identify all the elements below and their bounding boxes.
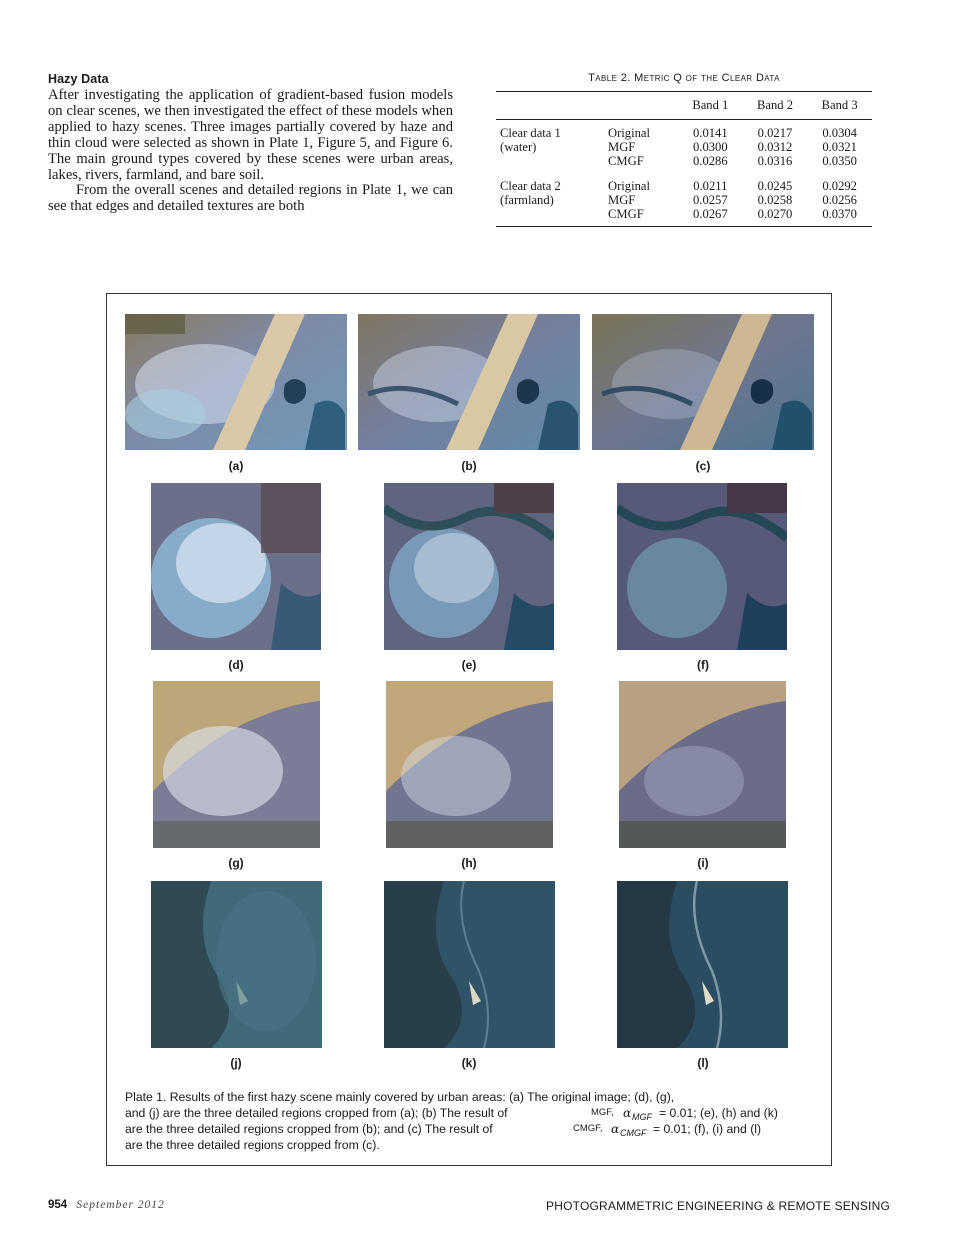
table-header-cell: Band 2 xyxy=(756,98,793,112)
value-cell: 0.0141 xyxy=(693,126,728,140)
alpha-symbol: α xyxy=(623,1106,632,1120)
satellite-image-f xyxy=(617,483,787,650)
caption-line xyxy=(125,1137,815,1153)
value-cell: 0.0256 xyxy=(822,192,857,207)
table-header-cell xyxy=(496,92,604,120)
value-cell: 0.0267 xyxy=(693,207,728,222)
scene-sublabel: (water) xyxy=(500,140,537,155)
plate-caption xyxy=(125,1089,815,1153)
satellite-image-b xyxy=(358,314,580,450)
caption-text: = 0.01; (f), (i) and (l) xyxy=(653,1122,762,1136)
figure-label: (e) xyxy=(461,658,477,672)
value-cell: 0.0258 xyxy=(757,192,793,207)
metric-table xyxy=(496,91,872,227)
method-cell: MGF xyxy=(608,140,636,155)
table-header-row xyxy=(496,92,872,120)
method-cell: CMGF xyxy=(608,154,644,169)
page-number: 954 xyxy=(48,1199,68,1211)
caption-text: are the three detailed regions cropped from (b); and (c) The result of xyxy=(125,1122,493,1136)
satellite-image-k xyxy=(384,881,555,1048)
caption-text: Plate 1. Results of the first hazy scene mainly covered by urban areas: (a) The original image; (d), (g), xyxy=(125,1090,675,1104)
scene-sublabel: (farmland) xyxy=(500,192,554,207)
method-cell: CMGF xyxy=(608,207,644,222)
scene-label: Clear data 1 xyxy=(500,126,561,140)
table-row xyxy=(496,169,872,193)
satellite-image-i xyxy=(619,681,786,848)
method-cell: MGF xyxy=(608,192,636,207)
issue-date: September 2012 xyxy=(76,1199,165,1211)
table-row xyxy=(496,154,872,168)
value-cell: 0.0304 xyxy=(822,126,857,140)
figure-label: (c) xyxy=(695,459,711,473)
alpha-subscript: CMGF xyxy=(620,1128,647,1138)
section-heading: Hazy Data xyxy=(48,72,109,86)
figure-label: (l) xyxy=(697,1056,709,1070)
value-cell: 0.0257 xyxy=(693,192,728,207)
value-cell: 0.0211 xyxy=(693,178,728,193)
value-cell: 0.0370 xyxy=(822,207,857,222)
table-header-cell xyxy=(604,92,678,120)
value-cell: 0.0300 xyxy=(693,140,728,155)
satellite-image-d xyxy=(151,483,321,650)
table-group-1 xyxy=(496,120,872,169)
table-row xyxy=(496,120,872,141)
table-caption: Table 2. Metric Q of the Clear Data xyxy=(588,72,780,84)
figure-label: (b) xyxy=(461,459,477,473)
value-cell: 0.0217 xyxy=(757,126,793,140)
scene-label: Clear data 2 xyxy=(500,178,561,193)
caption-line xyxy=(125,1089,815,1105)
journal-name: PHOTOGRAMMETRIC ENGINEERING & REMOTE SENSING xyxy=(546,1199,890,1213)
value-cell: 0.0270 xyxy=(757,207,793,222)
figure-label: (f) xyxy=(697,658,709,672)
table-row xyxy=(496,140,872,154)
figure-label: (g) xyxy=(228,856,244,870)
figure-label: (h) xyxy=(461,856,477,870)
satellite-image-c xyxy=(592,314,814,450)
caption-text: = 0.01; (e), (h) and (k) xyxy=(659,1106,778,1120)
satellite-image-j xyxy=(151,881,322,1048)
value-cell: 0.0350 xyxy=(822,154,857,169)
table-2 xyxy=(496,72,872,227)
paragraph-2: From the overall scenes and detailed regions in Plate 1, we can see that edges and detailed textures are both xyxy=(48,182,453,215)
value-cell: 0.0312 xyxy=(757,140,793,155)
figure-label: (k) xyxy=(461,1056,477,1070)
page-footer-left xyxy=(48,1199,165,1211)
satellite-image-e xyxy=(384,483,554,650)
plate-1-figure xyxy=(106,293,832,1166)
table-row xyxy=(496,193,872,207)
left-column xyxy=(48,72,453,215)
caption-line xyxy=(125,1105,815,1121)
alpha-subscript: MGF xyxy=(632,1112,652,1122)
table-row xyxy=(496,207,872,227)
caption-line xyxy=(125,1121,815,1137)
figure-label: (i) xyxy=(697,856,709,870)
satellite-image-l xyxy=(617,881,788,1048)
table-header-cell: Band 1 xyxy=(692,98,729,112)
satellite-image-a xyxy=(125,314,347,450)
method-name: MGF, xyxy=(591,1107,614,1118)
figure-label: (j) xyxy=(230,1056,242,1070)
value-cell: 0.0316 xyxy=(757,154,793,169)
caption-text: are the three detailed regions cropped from (c). xyxy=(125,1138,380,1152)
figure-label: (d) xyxy=(228,658,244,672)
alpha-symbol: α xyxy=(611,1122,620,1136)
method-cell: Original xyxy=(608,126,650,140)
value-cell: 0.0286 xyxy=(693,154,728,169)
table-group-2 xyxy=(496,169,872,227)
method-name: CMGF, xyxy=(573,1123,603,1134)
figure-label: (a) xyxy=(228,459,244,473)
value-cell: 0.0321 xyxy=(822,140,857,155)
value-cell: 0.0245 xyxy=(757,178,793,193)
paragraph-1: After investigating the application of gradient-based fusion models on clear scenes, we then investigated the effect of these models when applied to hazy scenes. Three images partially covered by haze and thin cloud were selected as shown in Plate 1, Figure 5, and Figure 6. The main ground types covered by these scenes were urban areas, lakes, rivers, farmland, and bare soil. xyxy=(48,87,453,183)
table-header-cell: Band 3 xyxy=(821,98,858,112)
caption-text: and (j) are the three detailed regions cropped from (a); (b) The result of xyxy=(125,1106,508,1120)
value-cell: 0.0292 xyxy=(822,178,857,193)
satellite-image-h xyxy=(386,681,553,848)
satellite-image-g xyxy=(153,681,320,848)
method-cell: Original xyxy=(608,178,650,193)
